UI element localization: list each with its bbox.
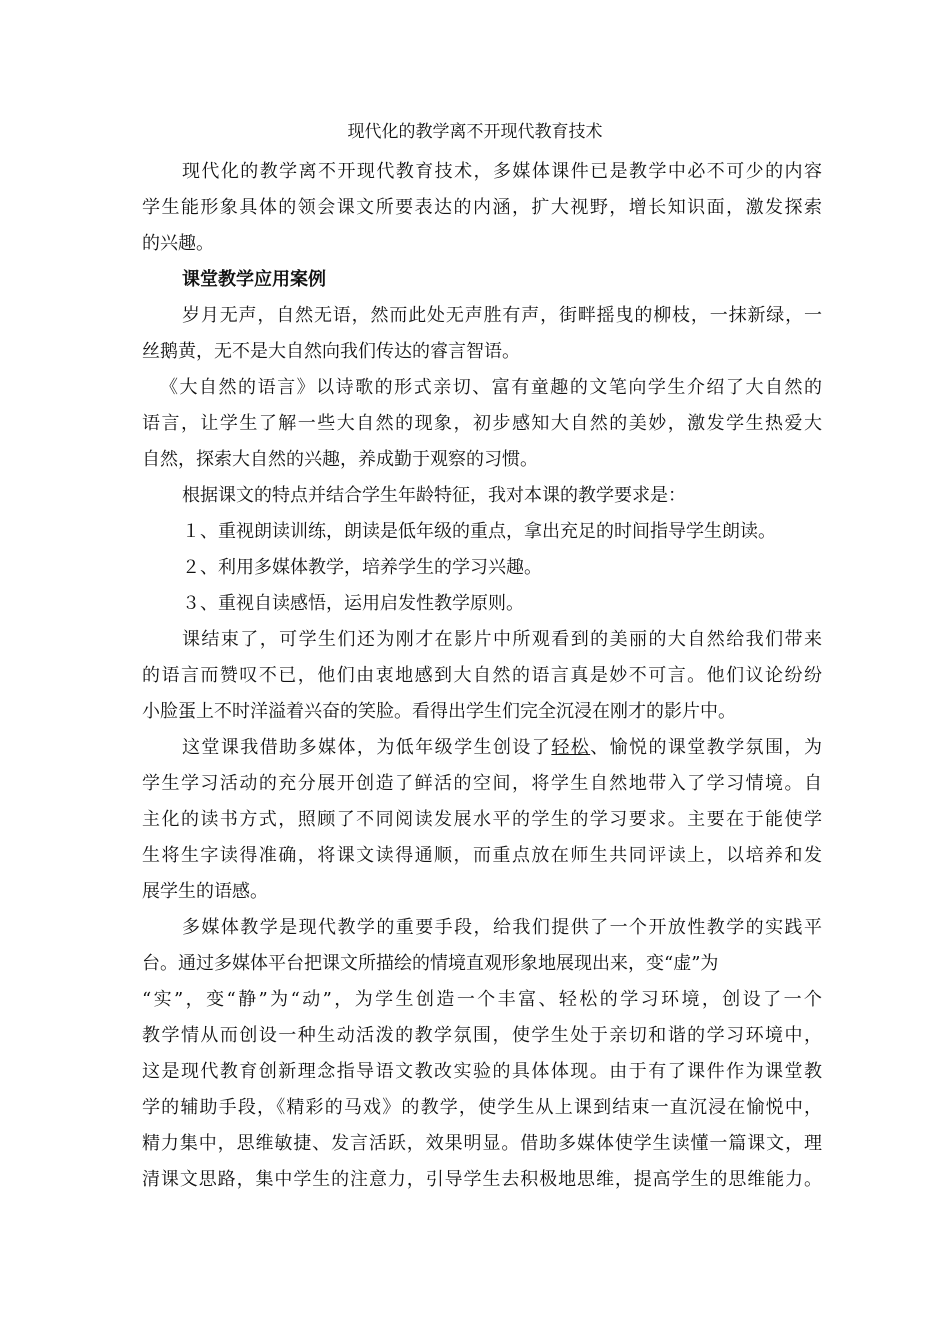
intro-line-3: 的兴趣。 <box>142 233 214 254</box>
para5-line-3: 主化的读书方式，照顾了不同阅读发展水平的学生的学习要求。主要在于能使学 <box>142 809 822 830</box>
para6-line-5: 这是现代教育创新理念指导语文教改实验的具体体现。由于有了课件作为课堂教 <box>142 1061 822 1082</box>
para5-line-2: 学生学习活动的充分展开创造了鲜活的空间，将学生自然地带入了学习情境。自 <box>142 773 822 794</box>
requirement-item-2: ２、利用多媒体教学，培养学生的学习兴趣。 <box>182 557 542 578</box>
para6-line-6: 学的辅助手段，《精彩的马戏》的教学，使学生从上课到结束一直沉浸在愉悦中， <box>142 1097 822 1118</box>
para6-line-4: 教学情从而创设一种生动活泼的教学氛围，使学生处于亲切和谐的学习环境中， <box>142 1025 822 1046</box>
document-title: 现代化的教学离不开现代教育技术 <box>347 122 603 142</box>
underlined-word: 轻松 <box>551 737 591 758</box>
para6-line-3: “实”，变“静”为“动”，为学生创造一个丰富、轻松的学习环境，创设了一个 <box>142 989 822 1010</box>
para1-line-1: 岁月无声，自然无语，然而此处无声胜有声，街畔摇曳的柳枝，一抹新绿，一 <box>182 305 822 326</box>
para2-line-3: 自然，探索大自然的兴趣，养成勤于观察的习惯。 <box>142 449 538 470</box>
para2-line-1: 《大自然的语言》以诗歌的形式亲切、富有童趣的文笔向学生介绍了大自然的 <box>160 377 822 398</box>
intro-line-2: 学生能形象具体的领会课文所要表达的内涵，扩大视野，增长知识面，激发探索 <box>142 197 822 218</box>
para5-line-1 <box>182 736 822 760</box>
para6-line-8: 清课文思路，集中学生的注意力，引导学生去积极地思维，提高学生的思维能力。 <box>142 1169 822 1190</box>
para1-line-2: 丝鹅黄，无不是大自然向我们传达的睿言智语。 <box>142 341 520 362</box>
para6-line-1: 多媒体教学是现代教学的重要手段，给我们提供了一个开放性教学的实践平 <box>182 917 822 938</box>
para2-line-2: 语言，让学生了解一些大自然的现象，初步感知大自然的美妙，激发学生热爱大 <box>142 413 822 434</box>
para5-line-1-after: 、愉悦的课堂教学氛围，为 <box>590 737 822 758</box>
intro-line-1: 现代化的教学离不开现代教育技术，多媒体课件已是教学中必不可少的内容 <box>182 161 822 182</box>
para4-line-1: 课结束了，可学生们还为刚才在影片中所观看到的美丽的大自然给我们带来 <box>182 629 822 650</box>
para5-line-5: 展学生的语感。 <box>142 881 268 902</box>
requirement-item-1: １、重视朗读训练，朗读是低年级的重点，拿出充足的时间指导学生朗读。 <box>182 521 776 542</box>
para3-line: 根据课文的特点并结合学生年龄特征，我对本课的教学要求是： <box>182 485 686 506</box>
para6-line-7: 精力集中，思维敏捷、发言活跃，效果明显。借助多媒体使学生读懂一篇课文，理 <box>142 1133 822 1154</box>
para5-line-1-before: 这堂课我借助多媒体，为低年级学生创设了 <box>182 737 552 758</box>
para5-line-4: 生将生字读得准确，将课文读得通顺，而重点放在师生共同评读上，以培养和发 <box>142 845 822 866</box>
para4-line-3: 小脸蛋上不时洋溢着兴奋的笑脸。看得出学生们完全沉浸在刚才的影片中。 <box>142 701 736 722</box>
para4-line-2: 的语言而赞叹不已，他们由衷地感到大自然的语言真是妙不可言。他们议论纷纷 <box>142 665 822 686</box>
requirement-item-3: ３、重视自读感悟，运用启发性教学原则。 <box>182 593 524 614</box>
para6-line-2: 台。通过多媒体平台把课文所描绘的情境直观形象地展现出来，变“虚”为 <box>142 953 719 974</box>
section-heading: 课堂教学应用案例 <box>182 269 326 290</box>
